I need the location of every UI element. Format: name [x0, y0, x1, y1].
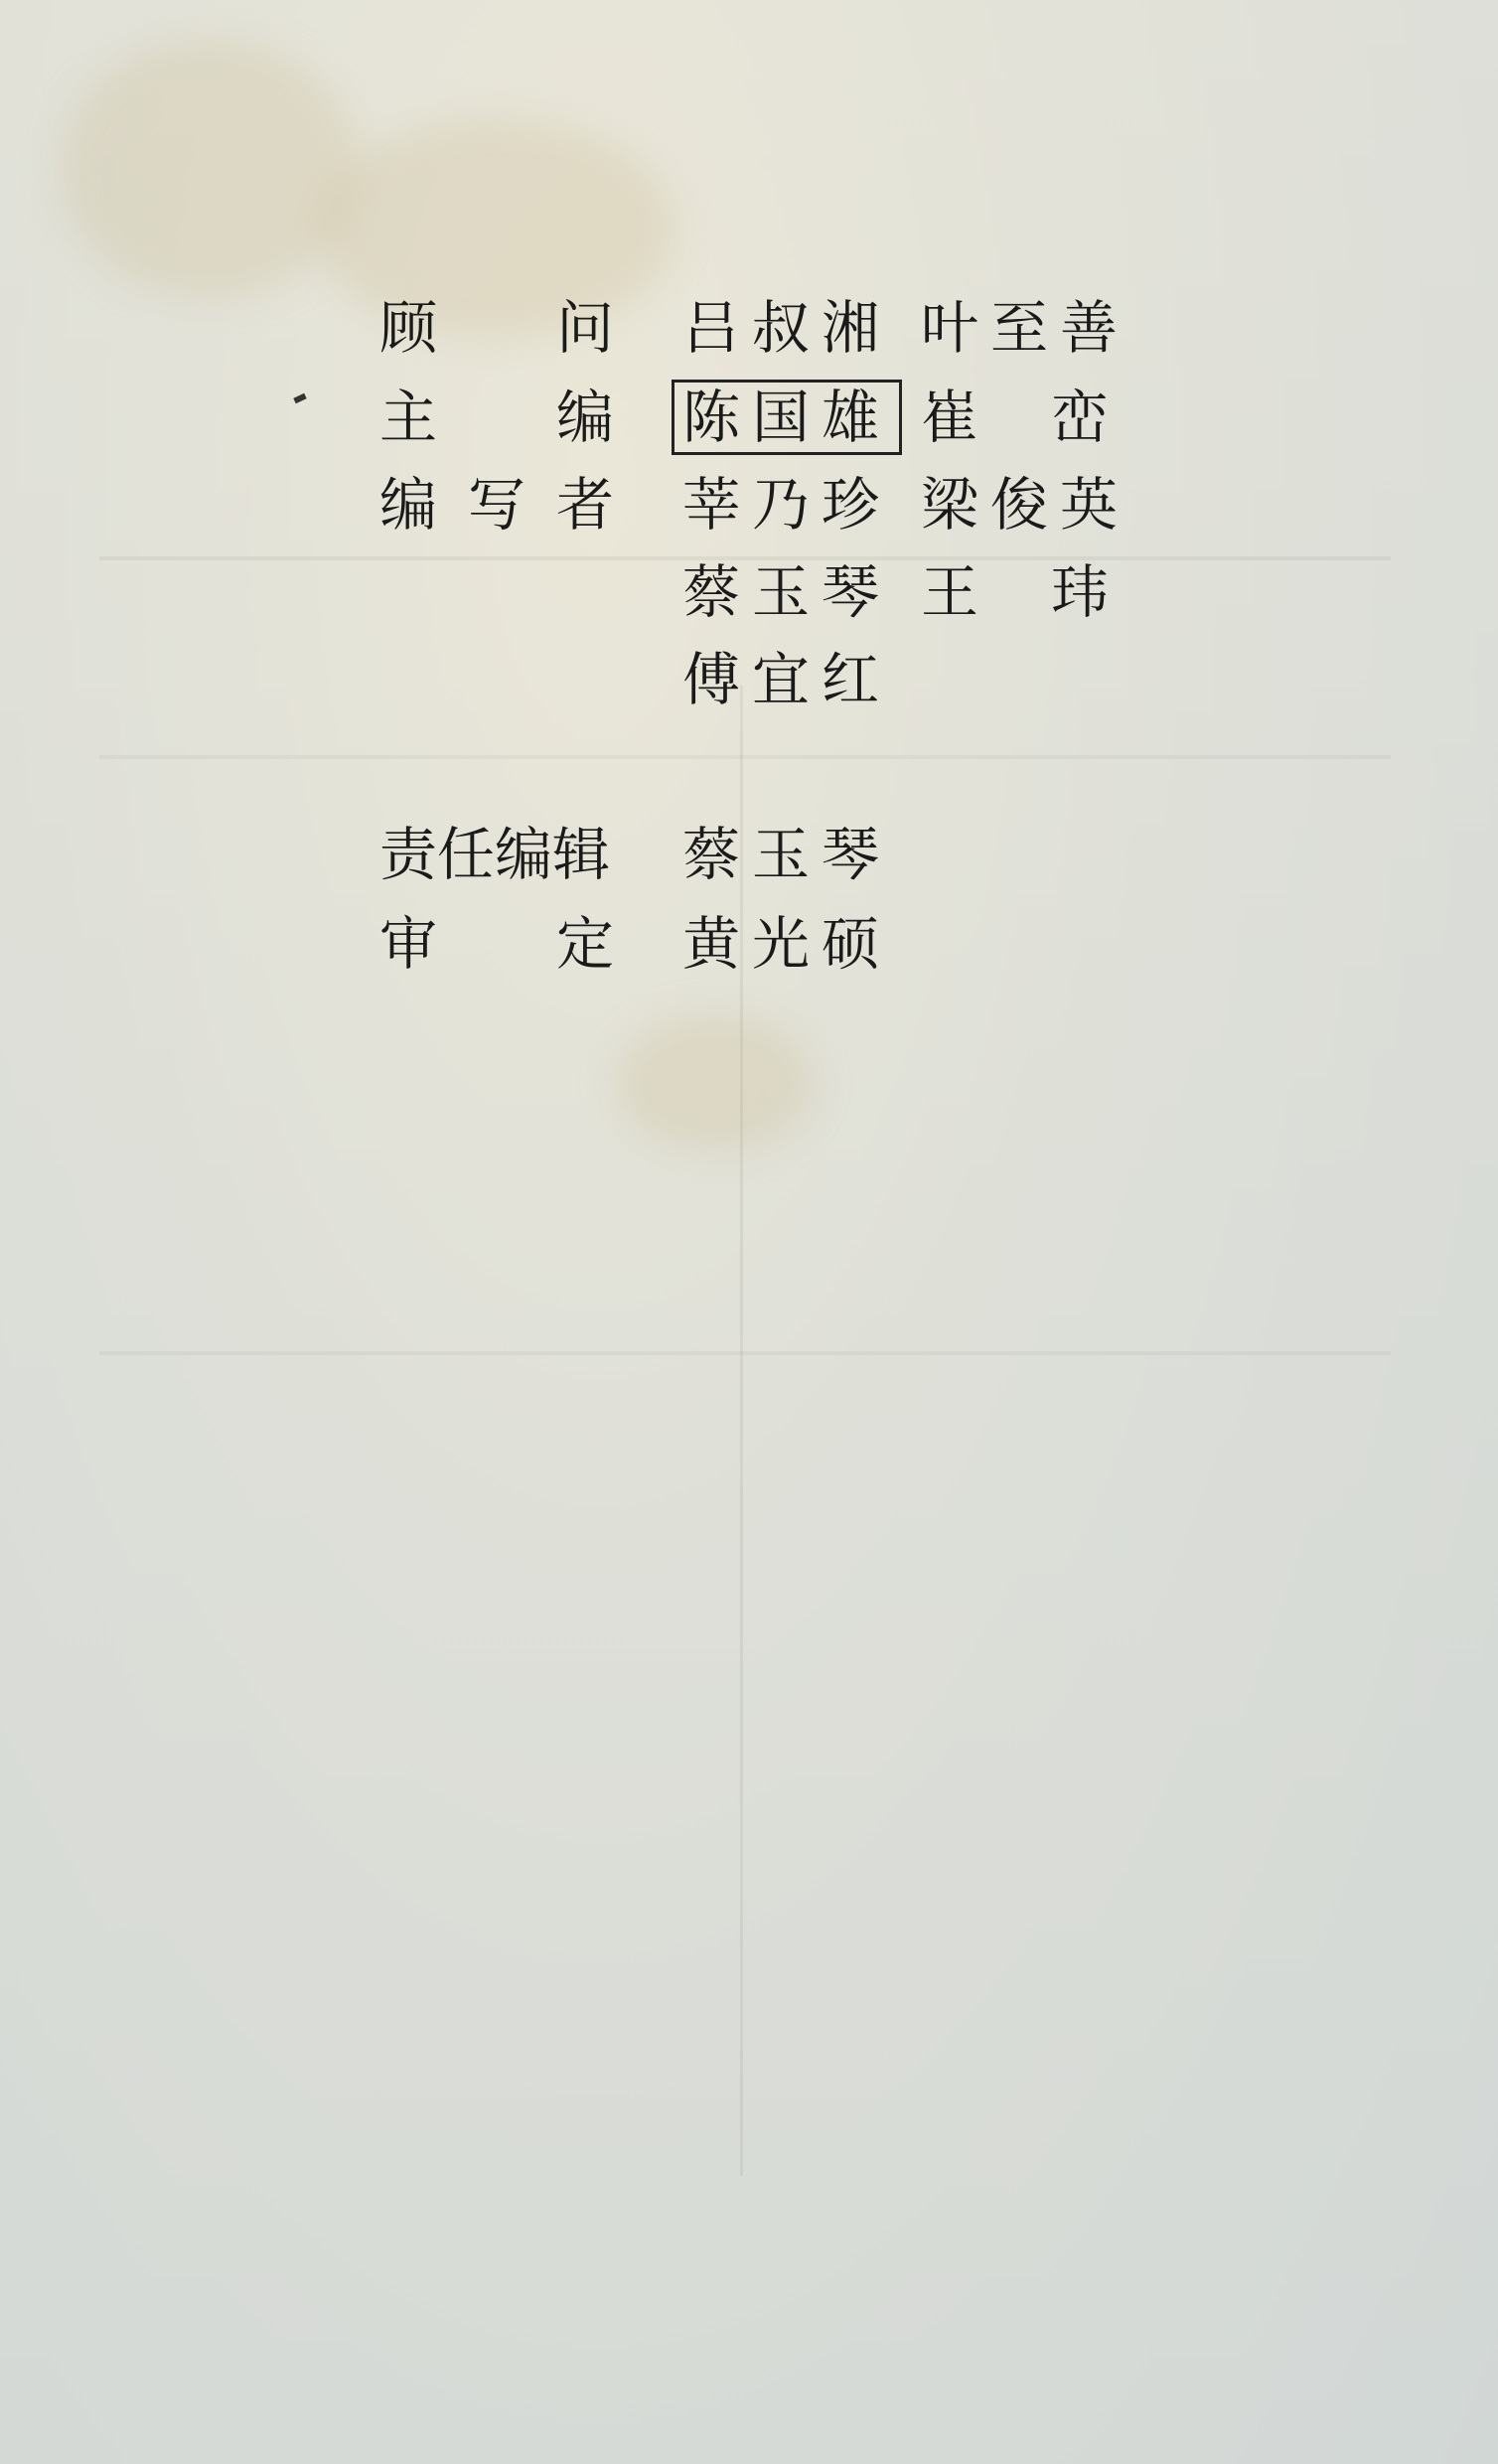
responsible-editor-name: 蔡玉琴: [682, 821, 892, 888]
chief-editor-label: 主 编: [379, 384, 614, 451]
advisor-label: 顾 问: [379, 294, 614, 362]
advisor-row: [379, 288, 1134, 368]
writers-row: [379, 465, 1134, 544]
reviewer-name: 黄光硕: [682, 910, 892, 978]
writer-name: 傅宜红: [682, 646, 892, 713]
chief-editor-name: [682, 378, 902, 457]
writers-label: 编 写 者: [379, 471, 614, 539]
chief-editor-name: 崔 峦: [921, 384, 1121, 451]
advisor-name: 吕叔湘: [682, 294, 892, 362]
writer-name: 梁俊英: [921, 471, 1130, 539]
writers-row-3: [379, 640, 1134, 719]
writer-name: 莘乃珍: [682, 471, 892, 539]
reviewer-row: [379, 904, 1134, 984]
paper-stain: [616, 1013, 815, 1153]
chief-editor-row: [379, 378, 1134, 457]
writer-name: 王 玮: [921, 558, 1121, 626]
responsible-editor-label: 责 任 编 辑: [379, 821, 611, 888]
show-through-line: [99, 1351, 1391, 1355]
advisor-name: 叶至善: [921, 294, 1130, 362]
writers-row-2: [379, 552, 1134, 632]
responsible-editor-row: [379, 815, 1134, 894]
ink-mark: [293, 393, 306, 404]
boxed-name: 陈国雄: [672, 380, 902, 455]
paper-stain: [60, 40, 358, 298]
writer-name: 蔡玉琴: [682, 558, 892, 626]
show-through-line: [99, 755, 1391, 759]
reviewer-label: 审 定: [379, 910, 614, 978]
